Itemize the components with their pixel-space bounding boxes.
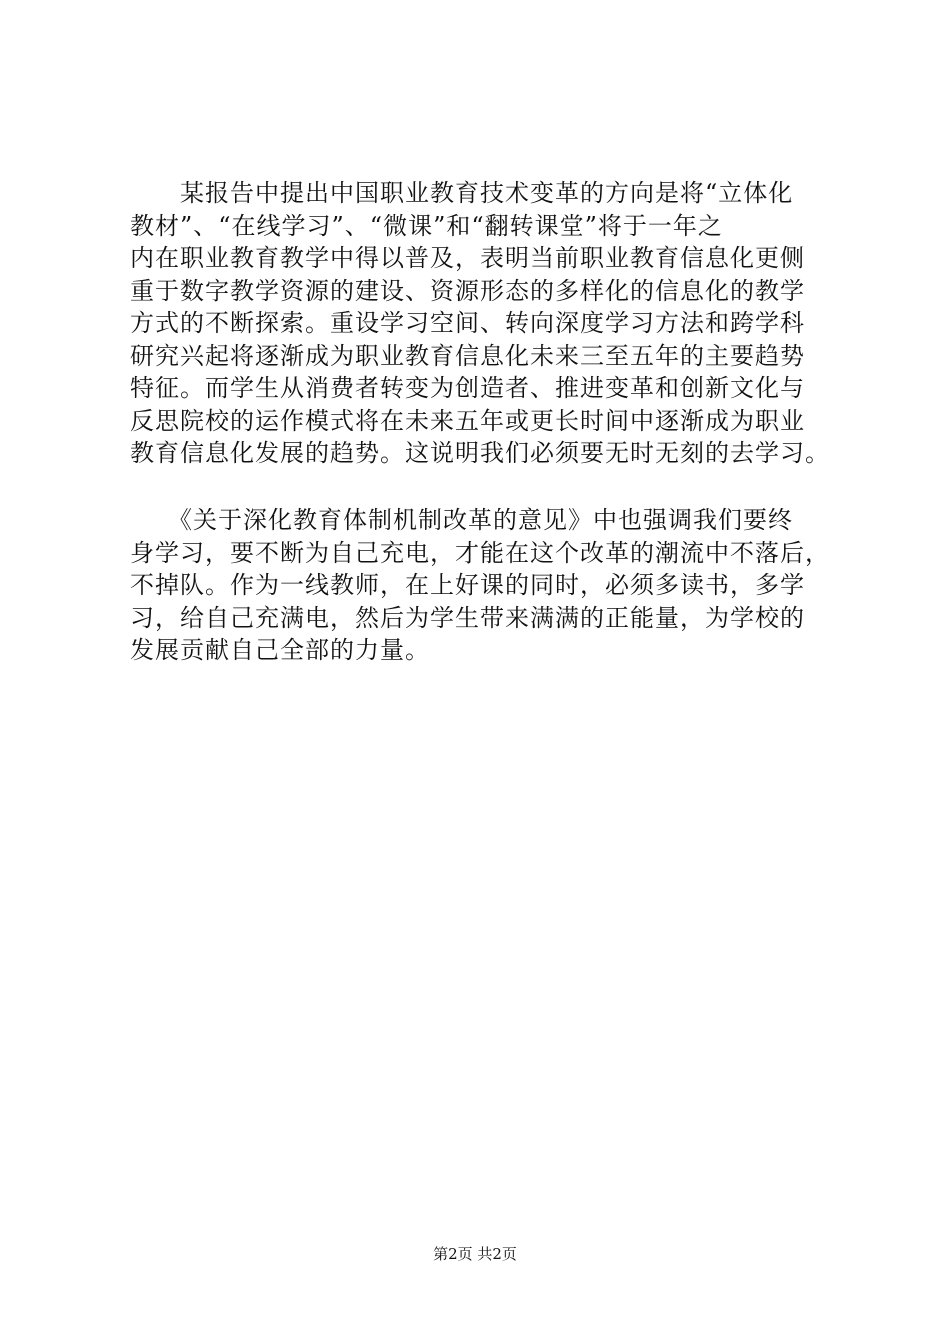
text-line: 身学习，要不断为自己充电，才能在这个改革的潮流中不落后， — [130, 538, 830, 567]
text-line: 教育信息化发展的趋势。这说明我们必须要无时无刻的去学习。 — [130, 439, 830, 467]
text-line: 不掉队。作为一线教师，在上好课的同时，必须多读书，多学 — [130, 571, 805, 599]
text-line: 方式的不断探索。重设学习空间、转向深度学习方法和跨学科 — [130, 309, 805, 337]
text-line: 反思院校的运作模式将在未来五年或更长时间中逐渐成为职业 — [130, 406, 805, 435]
text-line: 习，给自己充满电，然后为学生带来满满的正能量，为学校的 — [130, 603, 805, 632]
text-line: 教材”、“在线学习”、“微课”和“翻转课堂”将于一年之 — [130, 211, 723, 240]
text-line: 特征。而学生从消费者转变为创造者、推进变革和创新文化与 — [130, 374, 805, 402]
text-line: 重于数字教学资源的建设、资源形态的多样化的信息化的教学 — [130, 276, 805, 305]
paragraph-2 — [130, 504, 830, 667]
text-line: 《关于深化教育体制机制改革的意见》中也强调我们要终 — [130, 506, 793, 534]
text-line: 内在职业教育教学中得以普及，表明当前职业教育信息化更侧 — [130, 244, 805, 272]
paragraph-1 — [130, 177, 830, 470]
text-line: 发展贡献自己全部的力量。 — [130, 636, 430, 664]
text-line: 研究兴起将逐渐成为职业教育信息化未来三至五年的主要趋势 — [130, 341, 805, 370]
page-footer: 第2页 共2页 — [433, 1245, 517, 1263]
text-line: 某报告中提出中国职业教育技术变革的方向是将“立体化 — [130, 179, 794, 207]
